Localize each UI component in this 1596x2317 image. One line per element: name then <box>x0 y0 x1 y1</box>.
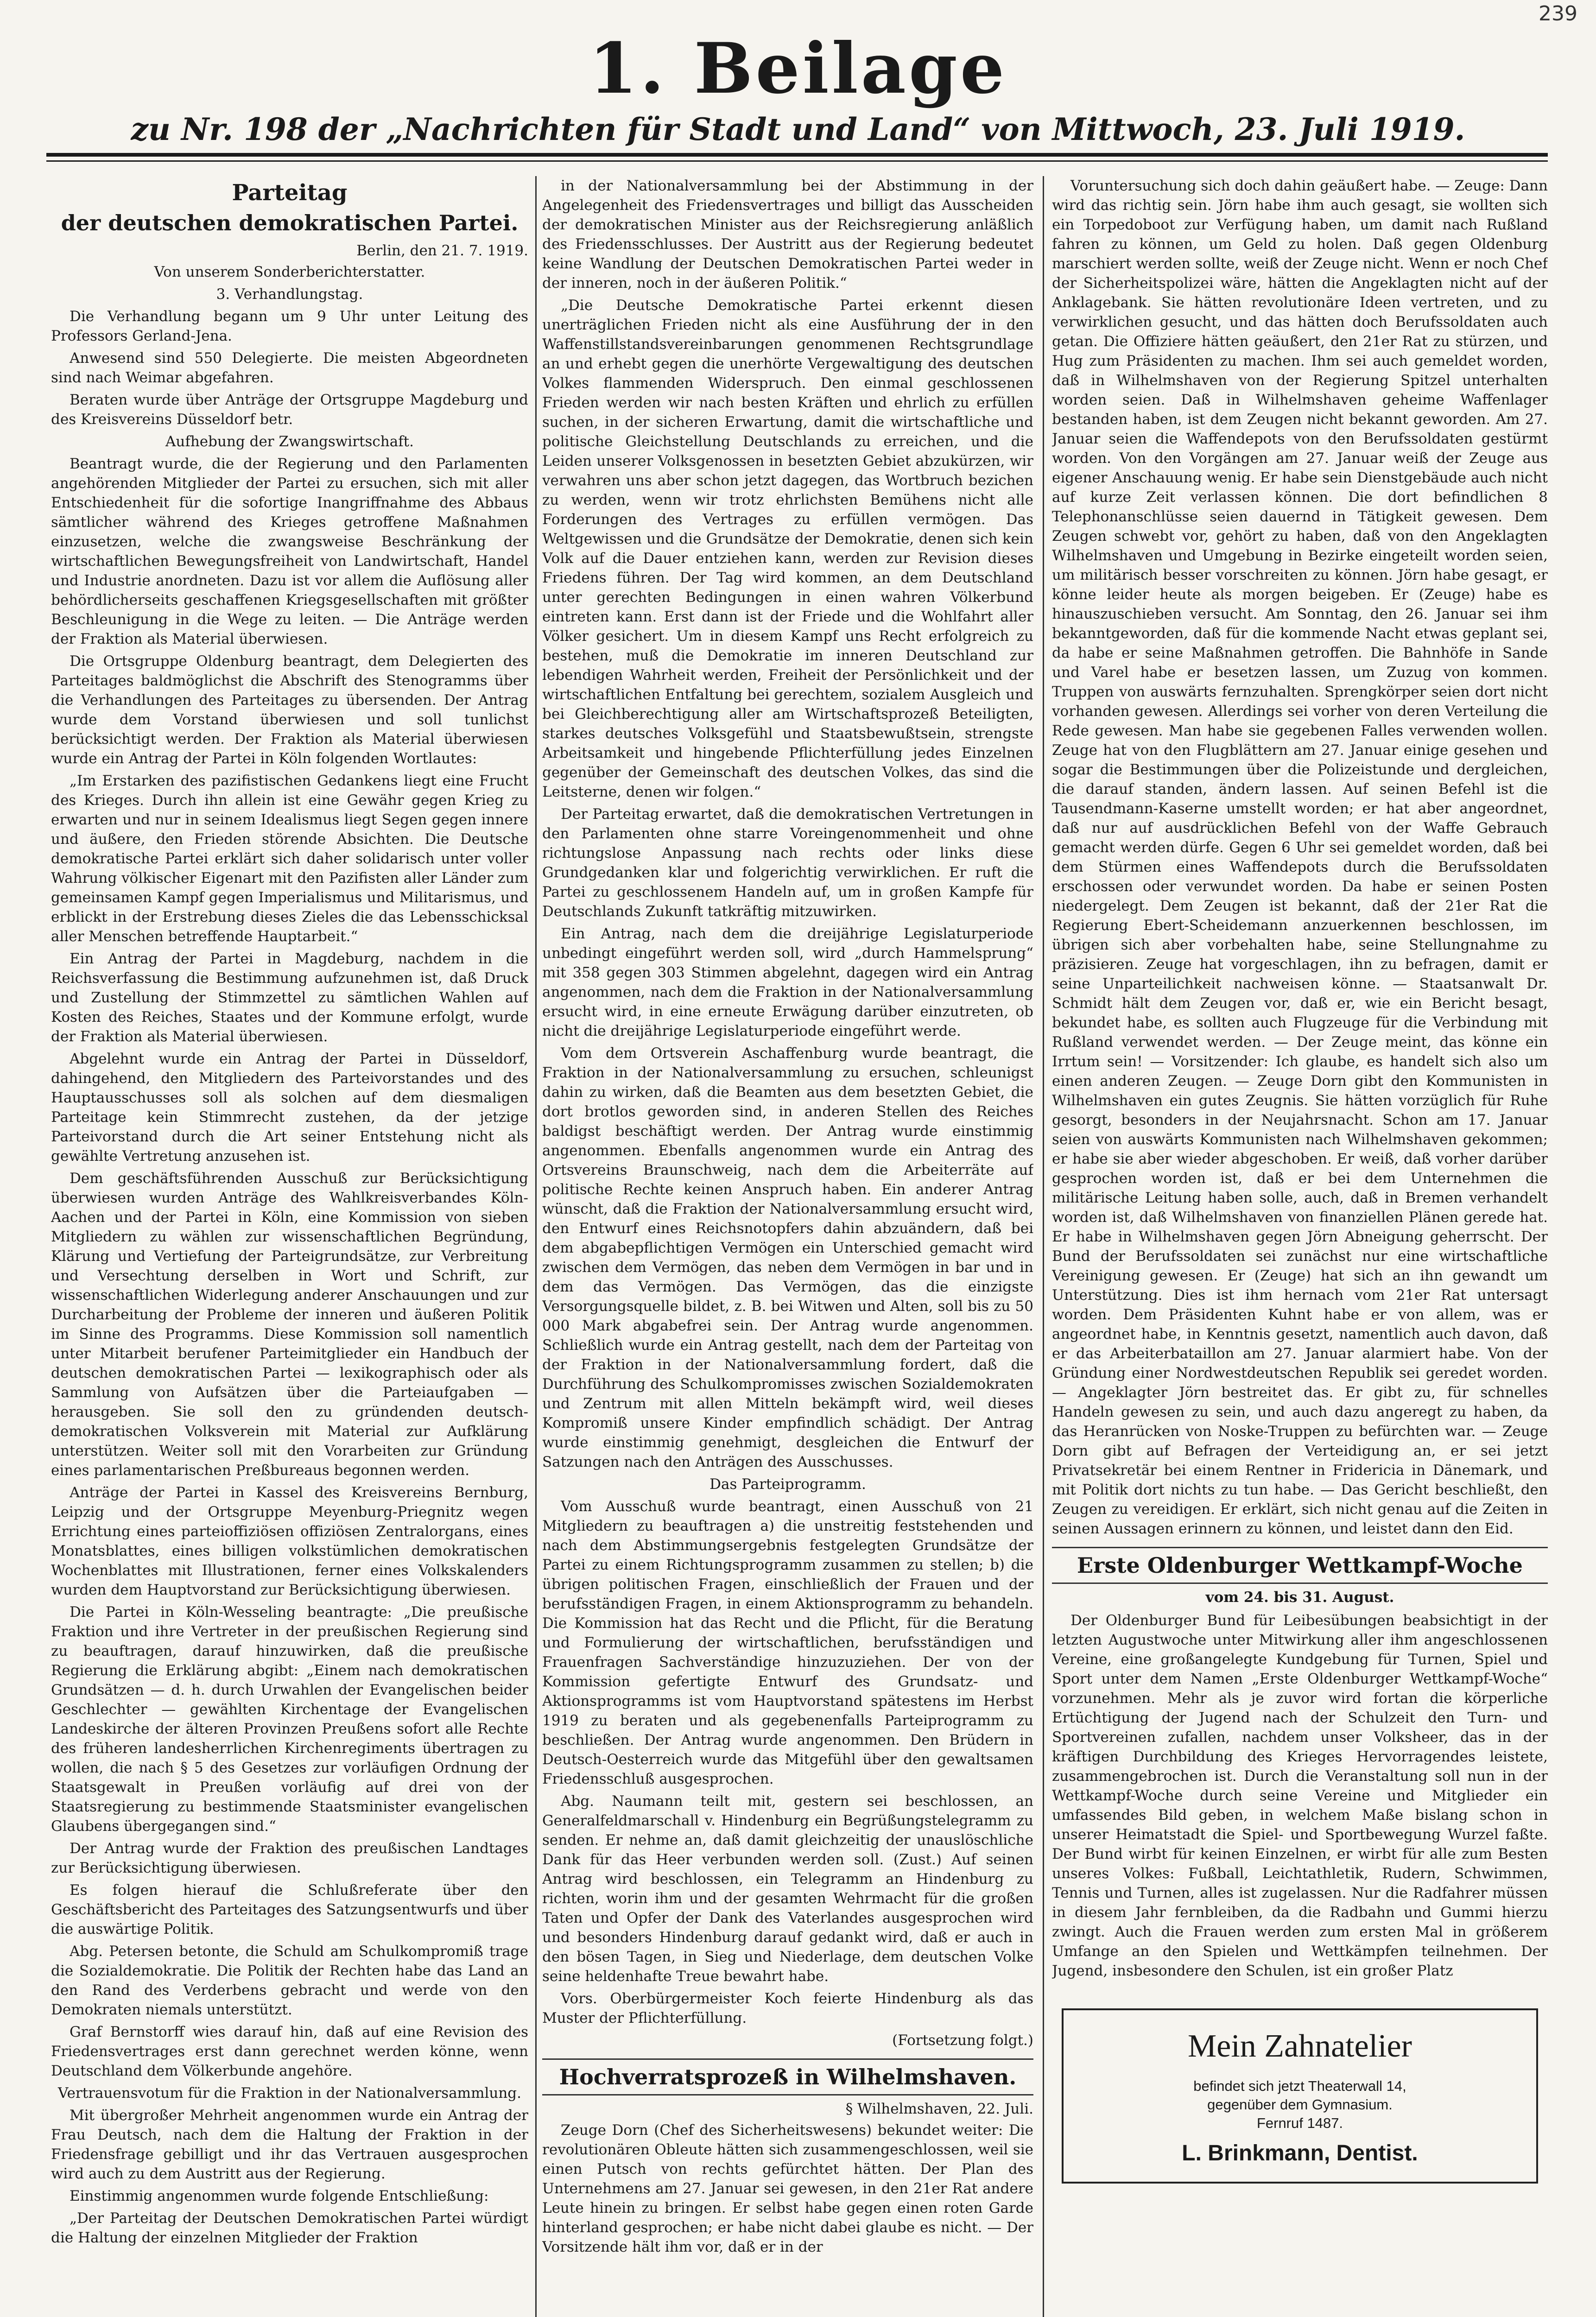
paragraph: Es folgen hierauf die Schlußreferate über den Geschäftsbericht des Parteitages des Satzungsentwurfs und über die auswärtige Politik. <box>51 1882 528 1937</box>
column-3 <box>1052 176 1548 2317</box>
paragraph: Voruntersuchung sich doch dahin geäußert habe. — Zeuge: Dann wird das richtig sein. Jörn habe ihm auch gesagt, sie wollten sich ein Torpedoboot zur Verfügung haben, um damit nach Rußland fahren zu können, um Geld zu holen. Daß gegen Oldenburg marschiert werden sollte, weiß der Zeuge nicht. Wenn er noch Chef der Sicherheitspolizei wäre, hätten die Angeklagten nicht auf der Anklagebank. Sie hätten revolutionäre Ideen vertreten, und zu verwirklichen gesucht, und das hätten doch Berufssoldaten auch getan. Die Offiziere hätten geäußert, den 21er Rat zu stürzen, und Hug zum Präsidenten zu machen. Ihm sei auch gemeldet worden, daß in Wilhelmshaven von der Regierung Spitzel unterhalten worden seien. Daß in Wilhelmshaven geheime Waffenlager bestanden haben, ist dem Zeugen nicht bekannt geworden. Am 27. Januar seien die Waffendepots von den Berufssoldaten gestürmt worden. Von den Vorgängen am 27. Januar weiß der Zeuge aus eigener Anschauung wenig. Er habe sein Dienstgebäude auch nicht auf kurze Zeit verlassen können. Die dort befindlichen 8 Telephonanschlüsse seien dauernd in Tätigkeit gewesen. Dem Zeugen schwebt vor, gehört zu haben, daß von den Angeklagten Wilhelmshaven und Umgebung in Bezirke eingeteilt worden seien, um militärisch besser vorschreiten zu können. Jörn habe gesagt, er könne leider heute als morgen beigeben. Er (Zeuge) habe es hinauszuschieben versucht. Am Sonntag, den 26. Januar sei ihm bekanntgeworden, daß für die kommende Nacht etwas geplant sei, da habe er seine Maßnahmen getroffen. Die Bahnhöfe in Sande und Varel habe er besetzen lassen, um Zuzug von kommen. Truppen von auswärts fernzuhalten. Sprengkörper seien dort nicht vorhanden gewesen. Allerdings sei vorher von deren Verteilung die Rede gewesen. Man habe sie gegebenen Falles verwenden wollen. Zeuge hat von den Flugblättern am 27. Januar einige gesehen und sogar die Bestimmungen über die Polizeistunde und dergleichen, die darauf standen, ändern lassen. Auf seinen Befehl ist die Tausendmann-Kaserne umstellt worden; er hat aber angeordnet, daß nur auf ausdrücklichen Befehl von der Waffe Gebrauch gemacht werden dürfe. Gegen 6 Uhr sei gemeldet worden, daß bei dem Stürmen eines Waffendepots durch die Berufssoldaten erschossen oder verwundet worden. Da habe er seinen Posten niedergelegt. Dem Zeugen ist bekannt, daß der 21er Rat die Regierung Ebert-Scheidemann anzuerkennen beschlossen, im übrigen sich aber vorbehalten habe, seine Stellungnahme zu präzisieren. Zeuge hat vorgeschlagen, ihn zu befragen, damit er seine Unparteilichkeit nachweisen könne. — Staatsanwalt Dr. Schmidt hält dem Zeugen vor, daß er, wie ein Bericht besagt, bekundet habe, es sollten auch Flugzeuge für die Verbindung mit Rußland verwendet werden. — Der Zeuge meint, das könne ein Irrtum sein! — Vorsitzender: Ich glaube, es handelt sich also um einen anderen Zeugen. — Zeuge Dorn gibt den Kommunisten in Wilhelmshaven ein gutes Zeugnis. Sie hätten vorzüglich für Ruhe gesorgt, besonders in der Neujahrsnacht. Schon am 17. Januar seien von auswärts Kommunisten nach Wilhelmshaven gekommen; er habe sie aber wieder abgeschoben. Er weiß, daß vorher darüber gesprochen worden ist, daß er bei dem Unternehmen die militärische Leitung haben solle, auch, daß in Bremen verhandelt worden ist, daß Wilhelmshaven von finanziellen Plänen gerede hat. Er habe in Wilhelmshaven gegen Jörn Abneigung geherrscht. Der Bund der Berufssoldaten sei zunächst nur eine wirtschaftliche Vereinigung gewesen. Er (Zeuge) hat sich an ihn gewandt um Unterstützung. Dies ist ihm hernach vom 21er Rat untersagt worden. Dem Präsidenten Kuhnt habe er von allem, was er angeordnet habe, in Kenntnis gesetzt, namentlich auch davon, daß er das Arbeiterbataillon am 27. Januar alarmiert habe. Von der Gründung einer Nordwestdeutschen Republik sei geredet worden. — Angeklagter Jörn bestreitet das. Er gibt zu, für schnelles Handeln gewesen zu sein, und auch dazu angeregt zu haben, da das Heranrücken von Noske-Truppen zu befürchten war. — Zeuge Dorn gibt auf Befragen der Verteidigung an, er sei jetzt Privatsekretär bei einem Rentner in Fridericia in Dänemark, und mit Politik dort nichts zu tun habe. — Das Gericht beschließt, den Zeugen zu vereidigen. Er erklärt, sich nicht genau auf die Zeiten in seinen Aussagen erinnern zu können, und leistet dann den Eid. <box>1052 177 1548 1537</box>
paragraph: Der Parteitag erwartet, daß die demokratischen Vertretungen in den Parlamenten ohne starre Voreingenommenheit und ohne richtungslose Anpassung nach rechts oder links diese Grundgedanken klar und folgerichtig verwirklichen. Er ruft die Partei zu geschlossenem Handeln auf, um in großen Kampfe für Deutschlands Zukunft tatkräftig mitzuwirken. <box>542 806 1033 920</box>
paragraph: Anträge der Partei in Kassel des Kreisvereins Bernburg, Leipzig und der Ortsgruppe Meyenburg-Priegnitz wegen Errichtung eines parteioffiziösen offiziösen Zentralorgans, eines Monatsblattes, eines billigen volkstümlichen demokratischen Wochenblattes mit Illustrationen, ferner eines Volkskalenders wurden dem Hauptvorstand zur Berücksichtigung überwiesen. <box>51 1484 528 1598</box>
ad-address: befindet sich jetzt Theaterwall 14, <box>1193 2078 1406 2094</box>
paragraph: Abg. Petersen betonte, die Schuld am Schulkompromiß trage die Sozialdemokratie. Die Politik der Rechten habe das Land an den Rand des Verderbens gebracht und werde von den Demokraten niemals unterstützt. <box>51 1943 528 2018</box>
column-2 <box>542 176 1033 2317</box>
paragraph: Graf Bernstorff wies darauf hin, daß auf eine Revision des Friedensvertrages erst dann gerechnet werden könne, wenn Deutschland dem Völkerbunde angehöre. <box>51 2024 528 2079</box>
paragraph: Die Ortsgruppe Oldenburg beantragt, dem Delegierten des Parteitages baldmöglichst die Abschrift des Stenogramms über die Verhandlungen des Parteitages zu übersenden. Der Antrag wurde dem Vorstand überwiesen und soll tunlichst berücksichtigt werden. Der Fraktion als Material überwiesen wurde ein Antrag der Partei in Köln folgenden Wortlautes: <box>51 653 528 767</box>
paragraph: Vors. Oberbürgermeister Koch feierte Hindenburg als das Muster der Pflichterfüllung. <box>542 1990 1033 2026</box>
paragraph: Der Oldenburger Bund für Leibesübungen beabsichtigt in der letzten Augustwoche unter Mitwirkung aller ihm angeschlossenen Vereine, eine großangelegte Kundgebung für Turnen, Spiel und Sport unter dem Namen „Erste Oldenburger Wettkampf-Woche“ vorzunehmen. Mehr als je zuvor wird fortan die körperliche Ertüchtigung der Jugend nach der Schulzeit den Turn- und Sportvereinen zufallen, nachdem unser Volksheer, das in der kräftigen Durchbildung des Krieges Hervorragendes leistete, zusammengebrochen ist. Durch die Veranstaltung soll nun in der Wettkampf-Woche durch seine Vereine und Mitglieder ein umfassendes Bild geben, in welchem Maße bislang schon in unserer Heimatstadt die Spiel- und Sportbewegung Wurzel faßte. Der Bund wirbt für keinen Einzelnen, er wirbt für alle zum Besten unseres Volkes: Fußball, Leichtathletik, Rudern, Schwimmen, Tennis und Turnen, alles ist zugelassen. Nur die Radfahrer müssen in diesem Jahr fernbleiben, da die Radbahn und Gummi hierzu zwingt. Auch die Frauen werden zum ersten Mal in größerem Umfange an den Spielen und Wettkämpfen teilnehmen. Der Jugend, insbesondere den Schulen, ist ein großer Platz <box>1052 1612 1548 1979</box>
column-divider <box>1043 176 1044 2317</box>
trial-headline: Hochverratsprozeß in Wilhelmshaven. <box>542 2058 1033 2095</box>
article-headline: Parteitag <box>232 180 348 206</box>
paragraph: Ein Antrag, nach dem die dreijährige Legislaturperiode unbedingt eingeführt werden soll, wird „durch Hammelsprung“ mit 358 gegen 303 Stimmen abgelehnt, dagegen wird ein Antrag angenommen, nach dem die Fraktion in der Nationalversammlung ersucht wird, in eine erneute Erwägung darüber einzutreten, ob nicht die dreijährige Legislaturperiode eingeführt werde. <box>542 925 1033 1039</box>
supplement-title: 1. Beilage <box>589 28 1007 109</box>
paragraph: Der Antrag wurde der Fraktion des preußischen Landtages zur Berücksichtigung überwiesen. <box>51 1840 528 1876</box>
paragraph: Die Partei in Köln-Wesseling beantragte: „Die preußische Fraktion und ihre Vertreter in der preußischen Regierung sind zu beauftragen, darauf hinzuwirken, daß die preußische Regierung die Erklärung abgibt: „Einem nach demokratischen Grundsätzen — d. h. durch Urwahlen der Evangelischen beider Geschlechter — gewählten Kirchentage der Evangelischen Landeskirche der älteren Provinzen Preußens sofort alle Rechte des früheren landesherrlichen Kirchenregiments übertragen zu wollen, die nach § 5 des Gesetzes zur vorläufigen Ordnung der Staatsgewalt in Preußen vorläufig auf drei von der Staatsregierung zu bestimmende Staatsminister evangelischen Glaubens übergegangen sind.“ <box>51 1604 528 1835</box>
section-title: Aufhebung der Zwangswirtschaft. <box>165 433 414 450</box>
paragraph: „Im Erstarken des pazifistischen Gedankens liegt eine Frucht des Krieges. Durch ihn allein ist eine Gewähr gegen Krieg zu erwarten und nur in seinem Idealismus liegt Segen gegen innere und äußere, den Frieden störende Absichten. Die Deutsche demokratische Partei erklärt sich daher solidarisch unter voller Wahrung völkischer Eigenart mit den Pazifisten aller Länder zum gemeinsamen Kampf gegen Imperialismus und Militarismus, und erblickt in der Erstrebung dieses Zieles die das Lebensschicksal aller Menschen betreffende Hauptarbeit.“ <box>51 772 528 945</box>
dentist-advertisement <box>1062 2008 1538 2184</box>
paragraph: „Die Deutsche Demokratische Partei erkennt diesen unerträglichen Frieden nicht als eine Ausführung der in den Waffenstillstandsvereinbarungen genommenen Rechtsgrundlage an und erhebt gegen die unerhörte Vergewaltigung des deutschen Volkes flammenden Widerspruch. Den einmal geschlossenen Frieden werden wir nach besten Kräften und ehrlich zu erfüllen suchen, in der sicheren Erwartung, damit die wirtschaftliche und politische Gleichstellung Deutschlands zu erreichen, und die Leiden unserer Volksgenossen in besetzten Gebiet abzukürzen, wir verwahren uns aber schon jetzt dagegen, das Wortbruch bezichen zu werden, wenn wir trotz ehrlichsten Bemühens nicht alle Forderungen des Vertrages zu erfüllen vermögen. Das Weltgewissen und die Grundsätze der Demokratie, denen sich kein Volk auf die Dauer entziehen kann, werden zur Revision dieses Friedens führen. Der Tag wird kommen, an dem Deutschland unter gerechten Bedingungen in einen wahren Völkerbund eintreten kann. Erst dann ist der Friede und die Wohlfahrt aller Völker gesichert. Um in diesem Kampf uns Recht erfolgreich zu bestehen, muß die Demokratie im inneren Deutschland zur lebendigen Wahrheit werden, Freiheit der Persönlichkeit und der wirtschaftlichen Entfaltung bei gerechtem, sozialem Ausgleich und bei Gleichberechtigung aller am Wirtschaftsprozeß Beteiligten, starkes deutsches Volksgefühl und Staatsbewußtsein, strengste Arbeitsamkeit und hingebende Pflichterfüllung jedes Einzelnen gegenüber der Gemeinschaft des deutschen Volkes, das sind die Leitsterne, denen wir folgen.“ <box>542 297 1033 800</box>
page-number: 239 <box>1539 2 1577 25</box>
section-title: 3. Verhandlungstag. <box>216 286 363 303</box>
paragraph: Anwesend sind 550 Delegierte. Die meisten Abgeordneten sind nach Weimar abgefahren. <box>51 350 528 386</box>
column-1 <box>51 176 528 2317</box>
sport-headline: Erste Oldenburger Wettkampf-Woche <box>1052 1547 1548 1584</box>
paragraph: Abg. Naumann teilt mit, gestern sei beschlossen, an Generalfeldmarschall v. Hindenburg ein Begrüßungstelegramm zu senden. Er nehme an, daß damit gleichzeitig der unauslöschliche Dank für das Heer verbunden werden soll. (Zust.) Auf seinen Antrag wird beschlossen, ein Telegramm an Hindenburg zu richten, worin ihm und der gesamten Wehrmacht für die großen Taten und Opfer der Dank des Vaterlandes ausgesprochen wird und besonders Hindenburg darauf gedankt wird, daß er auch in den bösen Tagen, in Sieg und Niederlage, dem deutschen Volke seine heldenhafte Treue bewahrt habe. <box>542 1793 1033 1985</box>
trial-dateline: § Wilhelmshaven, 22. Juli. <box>845 2101 1033 2117</box>
paragraph: Zeuge Dorn (Chef des Sicherheitswesens) bekundet weiter: Die revolutionären Obleute hätten sich zusammengeschlossen, weil sie einen Putsch von rechts gefürchtet hätten. Der Plan des Unternehmens am 27. Januar sei gewesen, in den 21er Rat andere Leute hinein zu bringen. Er selbst habe gegen einen roten Garde hinterland gesprochen; er habe nicht dabei glaube es nicht. — Der Vorsitzende hält ihm vor, daß er in der <box>542 2122 1033 2255</box>
paragraph: in der Nationalversammlung bei der Abstimmung in der Angelegenheit des Friedensvertrages und billigt das Ausscheiden der demokratischen Minister aus der Reichsregierung anläßlich des Friedensschlusses. Der Austritt aus der Regierung bedeutet keine Wandlung der Deutschen Demokratischen Partei weder in der inneren, noch in der äußeren Politik.“ <box>542 177 1033 291</box>
section-title: Das Parteiprogramm. <box>709 1476 866 1493</box>
paragraph: „Der Parteitag der Deutschen Demokratischen Partei würdigt die Haltung der einzelnen Mitglieder der Fraktion <box>51 2210 528 2246</box>
paragraph: Beantragt wurde, die der Regierung und den Parlamenten angehörenden Mitglieder der Partei zu ersuchen, sich mit aller Entschiedenheit für die sofortige Inangriffnahme des Abbaus sämtlicher während des Krieges getroffene Maßnahmen einzusetzen, welche die zwangsweise Beschränkung der wirtschaftlichen Bewegungsfreiheit von Landwirtschaft, Handel und Industrie anordneten. Dazu ist vor allem die Auflösung aller behördlicherseits geschaffenen Kriegsgesellschaften mit größter Beschleunigung in die Wege zu leiten. — Die Anträge werden der Fraktion als Material überwiesen. <box>51 456 528 647</box>
paragraph: Die Verhandlung begann um 9 Uhr unter Leitung des Professors Gerland-Jena. <box>51 308 528 344</box>
masthead-rule <box>46 153 1548 157</box>
ad-title: Mein Zahnatelier <box>1188 2028 1412 2064</box>
sport-dates: vom 24. bis 31. August. <box>1205 1589 1394 1606</box>
paragraph: Vom Ausschuß wurde beantragt, einen Ausschuß von 21 Mitgliedern zu beauftragen a) die unstreitig feststehenden und nach dem Abstimmungsergebnis festgelegten Grundsätze der Partei zu einem Richtungsprogramm zusammen zu stellen; b) die übrigen politischen Fragen, einschließlich der Frauen und der berufsständigen Fragen, in einem Aktionsprogramm zu behandeln. Die Kommission hat das Recht und die Pflicht, für die Beratung und Formulierung der wirtschaftlichen, berufsständigen und Frauenfragen Sachverständige hinzuzuziehen. Der von der Kommission gefertigte Entwurf des Grundsatz- und Aktionsprogramms ist vom Hauptvorstand spätestens im Herbst 1919 zu beraten und als gegebenenfalls Parteiprogramm zu beschließen. Der Antrag wurde angenommen. Den Brüdern in Deutsch-Oesterreich wurde das Mitgefühl über den gewaltsamen Friedensschluß ausgesprochen. <box>542 1498 1033 1787</box>
paragraph: Dem geschäftsführenden Ausschuß zur Berücksichtigung überwiesen wurden Anträge des Wahlkreisverbandes Köln-Aachen und der Partei in Köln, eine Kommission von sieben Mitgliedern zu wählen zur wissenschaftlichen Begründung, Klärung und Vertiefung der Parteigrundsätze, zur Verbreitung und Versechtung derselben in Wort und Schrift, zur wissenschaftlichen Widerlegung anderer Anschauungen und zur Durcharbeitung der Probleme der inneren und äußeren Politik im Sinne des Programms. Diese Kommission soll namentlich unter Mitarbeit berufener Parteimitglieder ein Handbuch der deutschen demokratischen Partei — lexikographisch oder als Sammlung von Aufsätzen über die Parteiaufgaben — herausgeben. Sie soll den zu gründenden deutsch-demokratischen Volksverein mit Material zur Aufklärung unterstützen. Weiter soll mit den Vorarbeiten zur Gründung eines parlamentarischen Preßbureaus begonnen werden. <box>51 1170 528 1479</box>
article-dateline: Berlin, den 21. 7. 1919. <box>356 242 528 259</box>
paragraph: Ein Antrag der Partei in Magdeburg, nachdem in die Reichsverfassung die Bestimmung aufzunehmen ist, daß Druck und Zustellung der Stimmzettel zu sämtlichen Wahlen auf Kosten des Reiches, Staates und der Kommune erfolgt, wurde der Fraktion als Material überwiesen. <box>51 950 528 1045</box>
paragraph: Vom dem Ortsverein Aschaffenburg wurde beantragt, die Fraktion in der Nationalversammlung zu ersuchen, schleunigst dahin zu wirken, daß die Beamten aus dem besetzten Gebiet, die dort brotlos geworden sind, in anderen Stellen des Reiches baldigst beschäftigt werden. Der Antrag wurde einstimmig angenommen. Ebenfalls angenommen wurde ein Antrag des Ortsvereins Braunschweig, nach dem die Arbeiterräte auf politische Rechte keinen Anspruch haben. Ein anderer Antrag wünscht, daß die Fraktion der Nationalversammlung ersucht wird, den Entwurf eines Reichsnotopfers dahin abzuändern, daß bei dem abgabepflichtigen Vermögen ein Unterschied gemacht wird zwischen dem Vermögen, das neben dem Vermögen in bar und in dem das Vermögen. Das Vermögen, das die einzigste Versorgungsquelle bildet, z. B. bei Witwen und Alten, soll bis zu 50 000 Mark abgabefrei sein. Der Antrag wurde angenommen. Schließlich wurde ein Antrag gestellt, nach dem der Parteitag von der Fraktion in der Nationalversammlung fordert, daß die Durchführung des Schulkompromisses zwischen Sozialdemokraten und Zentrum mit allen Mitteln bekämpft wird, weil dieses Kompromiß unsere Kinder empfindlich schädigt. Der Antrag wurde einstimmig genehmigt, desgleichen die Entwurf der Satzungen nach den Anträgen des Ausschusses. <box>542 1045 1033 1470</box>
column-divider <box>535 176 537 2317</box>
article-subheadline: der deutschen demokratischen Partei. <box>61 210 519 235</box>
article-byline: Von unserem Sonderberichterstatter. <box>154 264 425 280</box>
section-title: Vertrauensvotum für die Fraktion in der Nationalversammlung. <box>57 2085 522 2102</box>
ad-dentist-name: L. Brinkmann, Dentist. <box>1182 2141 1418 2165</box>
paragraph: Abgelehnt wurde ein Antrag der Partei in Düsseldorf, dahingehend, den Mitgliedern des Parteivorstandes und des Hauptausschusses soll als solchen auf dem diesmaligen Parteitage kein Stimmrecht zustehen, da der jetzige Parteivorstand durch die Art seiner Entstehung nicht als gewählte Vertretung anzusehen ist. <box>51 1051 528 1165</box>
paragraph: Beraten wurde über Anträge der Ortsgruppe Magdeburg und des Kreisvereins Düsseldorf betr. <box>51 392 528 428</box>
continuation-note: (Fortsetzung folgt.) <box>892 2032 1033 2049</box>
ad-phone: Fernruf 1487. <box>1256 2115 1343 2131</box>
paragraph: Mit übergroßer Mehrheit angenommen wurde ein Antrag der Frau Deutsch, nach dem die Haltung der Fraktion in der Friedensfrage gebilligt und ihr das Vertrauen ausgesprochen wird auch zu dem Austritt aus der Regierung. <box>51 2107 528 2182</box>
masthead-rule-thin <box>46 160 1548 162</box>
issue-line: zu Nr. 198 der „Nachrichten für Stadt und Land“ von Mittwoch, 23. Juli 1919. <box>131 111 1465 147</box>
paragraph: Einstimmig angenommen wurde folgende Entschließung: <box>70 2188 489 2204</box>
ad-landmark: gegenüber dem Gymnasium. <box>1207 2096 1393 2113</box>
